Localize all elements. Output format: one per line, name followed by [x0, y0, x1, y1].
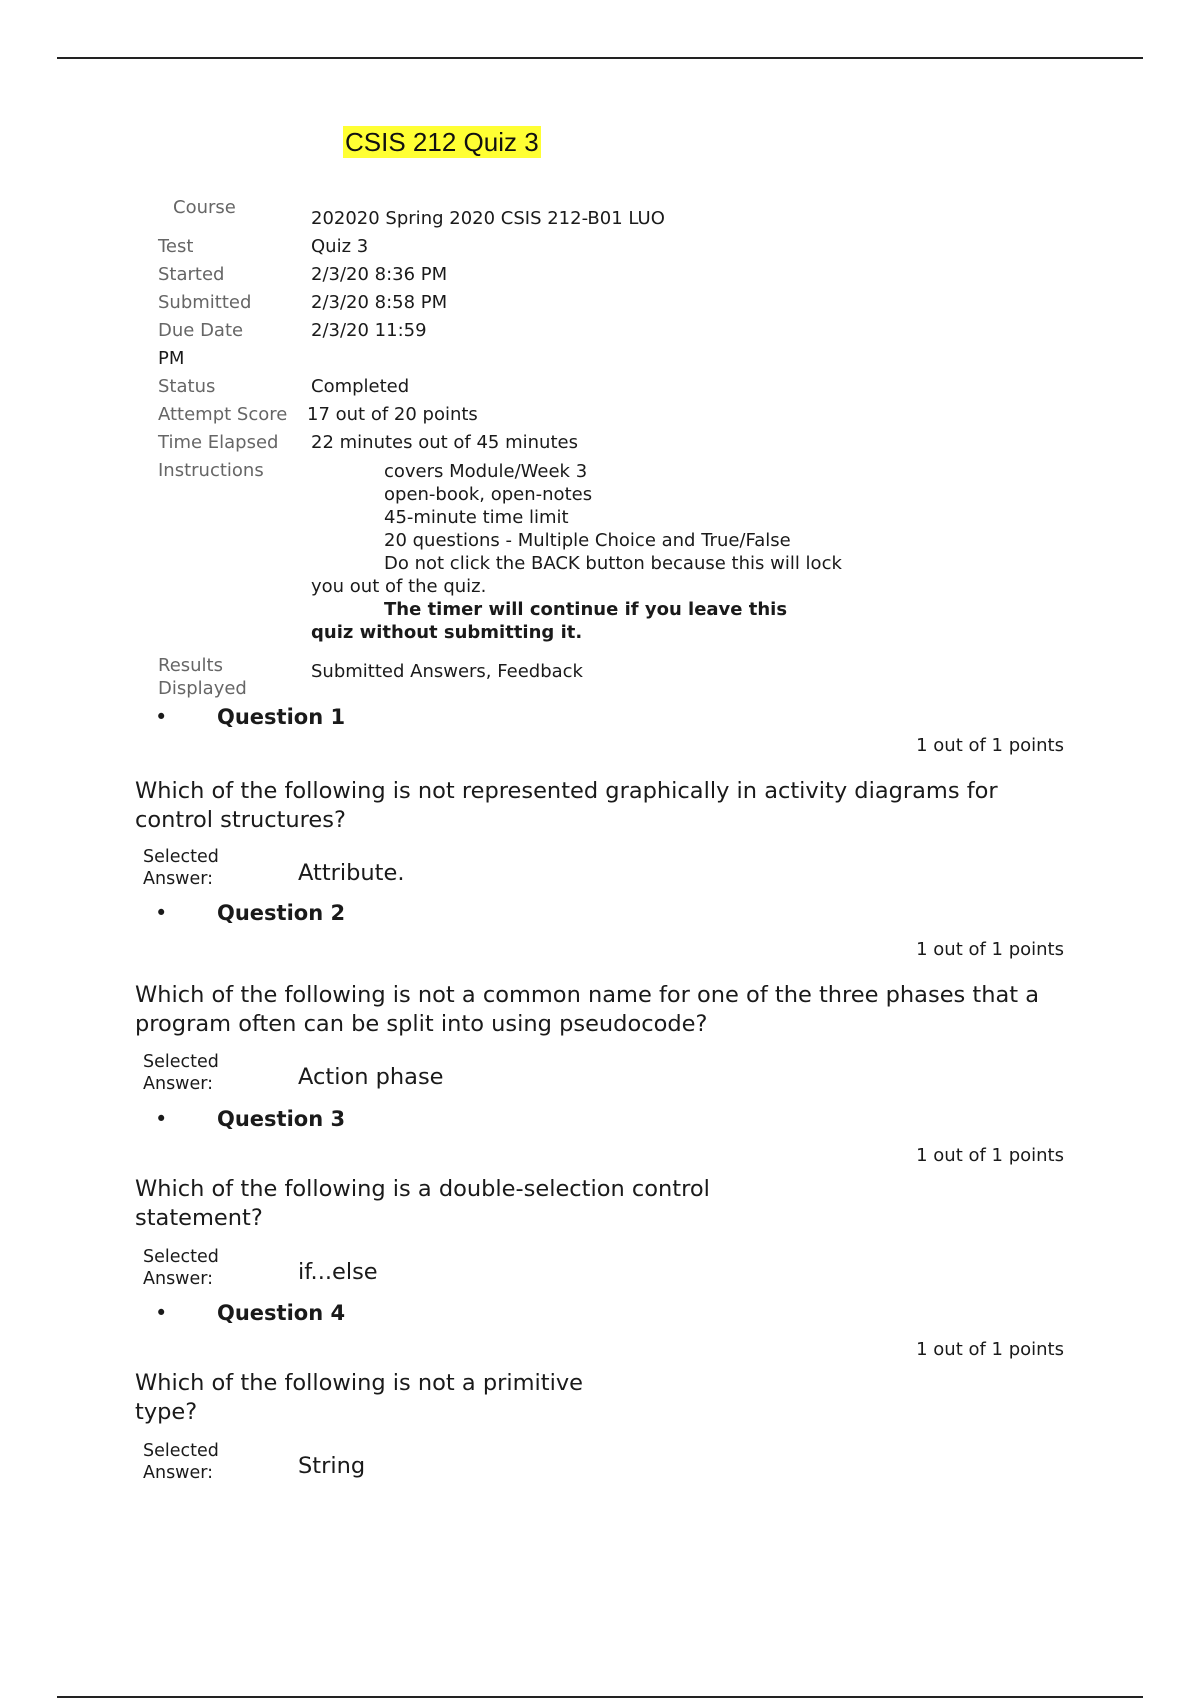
question-header	[155, 1107, 345, 1131]
selected-answer-label-line: Answer:	[143, 1074, 214, 1094]
selected-answer-value: Attribute.	[298, 860, 405, 886]
bullet: •	[155, 1107, 168, 1131]
question-points: 1 out of 1 points	[916, 1339, 1064, 1360]
question-title: Question 1	[217, 705, 346, 729]
instructions-line: you out of the quiz.	[311, 576, 487, 597]
selected-answer-label-line: Answer:	[143, 1269, 214, 1289]
question-text: Which of the following is not a common name for one of the three phases that a program often can be split into using pseudocode?	[135, 982, 1040, 1037]
selected-answer-label	[143, 846, 219, 890]
question-points: 1 out of 1 points	[916, 735, 1064, 756]
question-text	[135, 1369, 1075, 1427]
selected-answer-label-line: Selected	[143, 847, 219, 867]
results-value: Submitted Answers, Feedback	[311, 661, 583, 682]
submitted-value: 2/3/20 8:58 PM	[311, 292, 448, 313]
course-label: Course	[173, 197, 236, 218]
elapsed-value: 22 minutes out of 45 minutes	[311, 432, 578, 453]
question-header	[155, 901, 345, 925]
bullet: •	[155, 1301, 168, 1325]
selected-answer-label-line: Selected	[143, 1052, 219, 1072]
instructions-line: covers Module/Week 3	[384, 461, 588, 482]
top-rule	[57, 57, 1143, 59]
due-date-value: 2/3/20 11:59	[311, 320, 427, 341]
instructions-line: 20 questions - Multiple Choice and True/False	[384, 530, 791, 551]
question-title: Question 4	[217, 1301, 346, 1325]
question-text: Which of the following is not represented graphically in activity diagrams for control structures?	[135, 778, 998, 833]
started-label: Started	[158, 264, 225, 285]
selected-answer-label	[143, 1051, 219, 1095]
submitted-label: Submitted	[158, 292, 252, 313]
question-text-line: statement?	[135, 1205, 263, 1231]
status-label: Status	[158, 376, 216, 397]
selected-answer-value: if...else	[298, 1259, 378, 1285]
bottom-rule	[57, 1696, 1143, 1698]
instructions-warning: quiz without submitting it.	[311, 622, 583, 643]
test-label: Test	[158, 236, 194, 257]
question-title: Question 3	[217, 1107, 346, 1131]
selected-answer-value: Action phase	[298, 1064, 444, 1090]
instructions-line: open-book, open-notes	[384, 484, 593, 505]
question-header	[155, 1301, 345, 1325]
results-label-2: Displayed	[158, 678, 247, 699]
question-title: Question 2	[217, 901, 346, 925]
started-value: 2/3/20 8:36 PM	[311, 264, 448, 285]
score-value: 17 out of 20 points	[307, 404, 478, 425]
question-text-line: Which of the following is not a primitive	[135, 1370, 584, 1396]
document-title: CSIS 212 Quiz 3	[345, 127, 539, 157]
selected-answer-label-line: Answer:	[143, 1463, 214, 1483]
question-header	[155, 705, 345, 729]
selected-answer-label	[143, 1440, 219, 1484]
elapsed-label: Time Elapsed	[158, 432, 279, 453]
selected-answer-label-line: Selected	[143, 1247, 219, 1267]
instructions-warning: The timer will continue if you leave this	[384, 599, 788, 620]
instructions-line: 45-minute time limit	[384, 507, 569, 528]
selected-answer-label-line: Answer:	[143, 869, 214, 889]
score-label: Attempt Score	[158, 404, 288, 425]
question-text-line: type?	[135, 1399, 198, 1425]
bullet: •	[155, 901, 168, 925]
instructions-line: Do not click the BACK button because this will lock	[384, 553, 842, 574]
instructions-label: Instructions	[158, 460, 264, 481]
question-text-line: Which of the following is a double-selection control	[135, 1176, 710, 1202]
selected-answer-label-line: Selected	[143, 1441, 219, 1461]
test-value: Quiz 3	[311, 236, 369, 257]
question-points: 1 out of 1 points	[916, 939, 1064, 960]
question-text	[135, 1175, 1075, 1233]
due-date-label: Due Date	[158, 320, 244, 341]
due-date-value-cont: PM	[158, 348, 185, 369]
results-label-1: Results	[158, 655, 223, 676]
bullet: •	[155, 705, 168, 729]
instructions-body	[311, 460, 842, 644]
selected-answer-value: String	[298, 1453, 366, 1479]
question-points: 1 out of 1 points	[916, 1145, 1064, 1166]
status-value: Completed	[311, 376, 410, 397]
selected-answer-label	[143, 1246, 219, 1290]
course-value: 202020 Spring 2020 CSIS 212-B01 LUO	[311, 208, 665, 229]
